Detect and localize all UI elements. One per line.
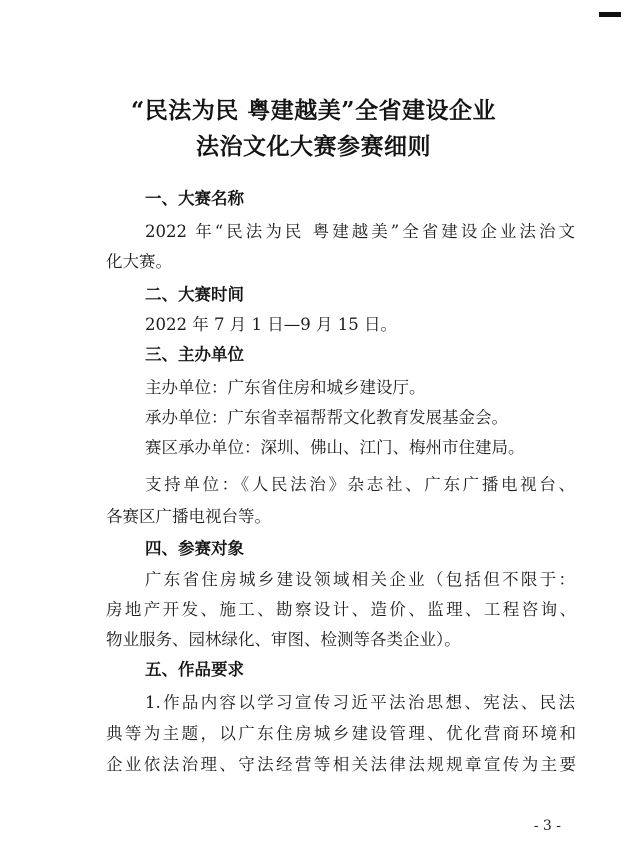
section-5-paragraph-line-1: 1.作品内容以学习宣传习近平法治思想、宪法、民法: [145, 693, 575, 712]
scan-corner-mark: [599, 12, 621, 17]
section-heading-name: 一、大赛名称: [145, 189, 244, 208]
document-title-line-1: “民法为民 粤建越美”全省建设企业: [131, 97, 496, 124]
section-heading-requirements: 五、作品要求: [145, 660, 244, 679]
section-4-paragraph-line-2: 房地产开发、施工、勘察设计、造价、监理、工程咨询、: [106, 600, 576, 619]
section-heading-time: 二、大赛时间: [145, 285, 244, 304]
section-heading-participants: 四、参赛对象: [145, 539, 244, 558]
organizer-unit-line: 承办单位：广东省幸福帮帮文化教育发展基金会。: [145, 408, 508, 427]
section-1-paragraph-line-2: 化大赛。: [106, 252, 172, 271]
document-title-line-2: 法治文化大赛参赛细则: [196, 133, 431, 160]
division-organizer-line: 赛区承办单位：深圳、佛山、江门、梅州市住建局。: [145, 438, 525, 457]
section-5-paragraph-line-3: 企业依法治理、守法经营等相关法律法规规章宣传为主要: [106, 755, 576, 774]
section-4-paragraph-line-1: 广东省住房城乡建设领域相关企业（包括但不限于：: [145, 570, 575, 589]
page-number: - 3 -: [533, 818, 561, 834]
section-1-paragraph-line-1: 2022 年“民法为民 粤建越美”全省建设企业法治文: [145, 222, 575, 241]
section-2-paragraph: 2022 年 7 月 1 日—9 月 15 日。: [145, 315, 397, 334]
support-unit-line-2: 各赛区广播电视台等。: [106, 507, 271, 526]
section-4-paragraph-line-3: 物业服务、园林绿化、审图、检测等各类企业）。: [106, 630, 461, 649]
section-5-paragraph-line-2: 典等为主题，以广东住房城乡建设管理、优化营商环境和: [106, 724, 576, 743]
section-heading-hosts: 三、主办单位: [145, 345, 244, 364]
host-unit-line: 主办单位：广东省住房和城乡建设厅。: [145, 378, 426, 397]
support-unit-line-1: 支持单位：《人民法治》杂志社、广东广播电视台、: [145, 475, 575, 494]
